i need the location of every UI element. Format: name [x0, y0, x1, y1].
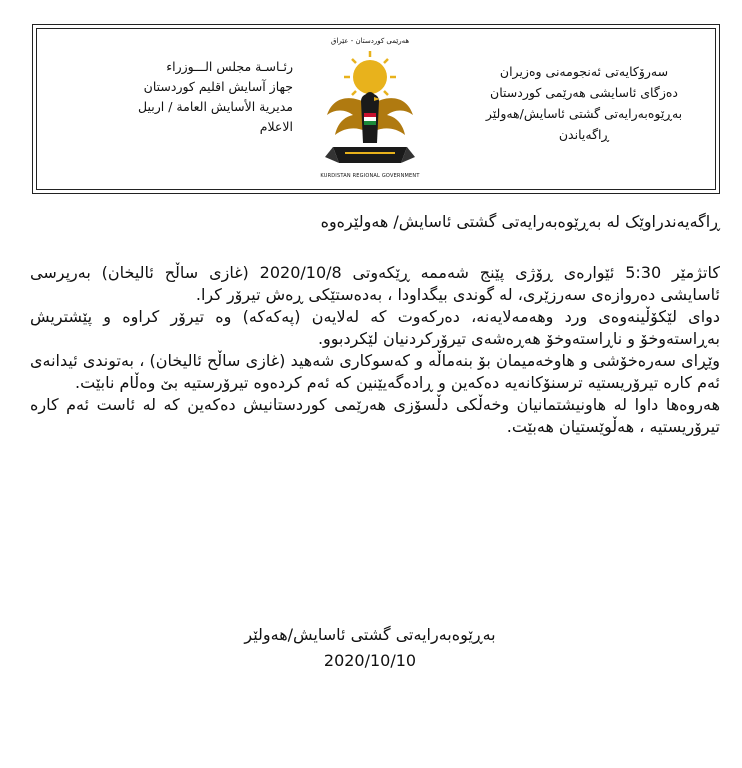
letterhead-kurdish-line: ڕاگەیاندن [558, 127, 610, 142]
body-paragraph: کاتژمێر 5:30 ئێوارەی ڕۆژی پێنج شەممە ڕێکەوتی 2020/10/8 (غازی ساڵح ئالیخان) بەرپرسی ئاسایشی دەروازەی سەرزێری، لە گوندی بیگداودا ، بەدەستێکی ڕەش تیرۆر کرا. [30, 263, 720, 304]
letterhead-arabic-line: رئـاسـة مجلس الـــوزراء [166, 59, 293, 74]
krg-emblem [305, 35, 435, 185]
body-paragraph: وێڕای سەرەخۆشی و هاوخەمیمان بۆ بنەماڵە و کەسوکاری شەهید (غازی ساڵح ئالیخان) ، بەتوندی ئیدانەی ئەم کارە تیرۆریستیە ترسنۆکانەیە دەکەین و ڕادەگەیێنین کە ئەم کردەوە تیرۆرستیە بێ وەڵام نابێت. [30, 351, 720, 392]
emblem-bottom-text: KURDISTAN REGIONAL GOVERNMENT [320, 173, 420, 179]
signature-date: 2020/10/10 [323, 651, 417, 670]
document-body [30, 262, 720, 438]
eagle-emblem-icon [305, 35, 435, 185]
letterhead-arabic-line: جهاز آسايش اقليم كوردستان [143, 79, 293, 94]
signature-org: بەڕێوەبەرایەتی گشتی ئاسایش/هەولێر [244, 625, 496, 644]
letterhead-arabic-line: مديرية الأسايش العامة / اربيل [138, 99, 293, 114]
letterhead-kurdish-line: بەڕێوەبەرایەتی گشتی ئاسایش/هەولێر [485, 106, 683, 121]
emblem-top-text: هەرێمی کوردستان - عێراق [330, 37, 410, 45]
letterhead [32, 24, 720, 194]
body-paragraph: دوای لێکۆڵینەوەی ورد وهەمەلایەنە، دەرکەوت کە لەلایەن (پەکەکە) وە تیرۆر کراوە و پێشتریش بەڕاستەوخۆ و ناڕاستەوخۆ هەڕەشەی تیرۆرکردنیان لێکردبوو. [30, 307, 720, 348]
letterhead-kurdish-line: دەزگای ئاسایشی هەرێمی کوردستان [490, 85, 678, 100]
document-title: ڕاگەیەندراوێک لە بەڕێوەبەرایەتی گشتی ئاسایش/ هەولێرەوە [320, 212, 720, 231]
letterhead-kurdish-block [469, 61, 699, 145]
letterhead-kurdish-line: سەرۆکایەتی ئەنجومەنی وەزیران [499, 64, 669, 79]
letterhead-arabic-block [63, 57, 293, 137]
letterhead-arabic-line: الاعلام [259, 119, 293, 134]
signature-block [230, 622, 510, 674]
body-paragraph: هەروەها داوا لە هاونیشتمانیان وخەڵکی دڵسۆزی هەرێمی کوردستانیش دەکەین کە لە ئاست ئەم کارە تیرۆریستیە ، هەڵوێستیان هەبێت. [30, 395, 720, 436]
